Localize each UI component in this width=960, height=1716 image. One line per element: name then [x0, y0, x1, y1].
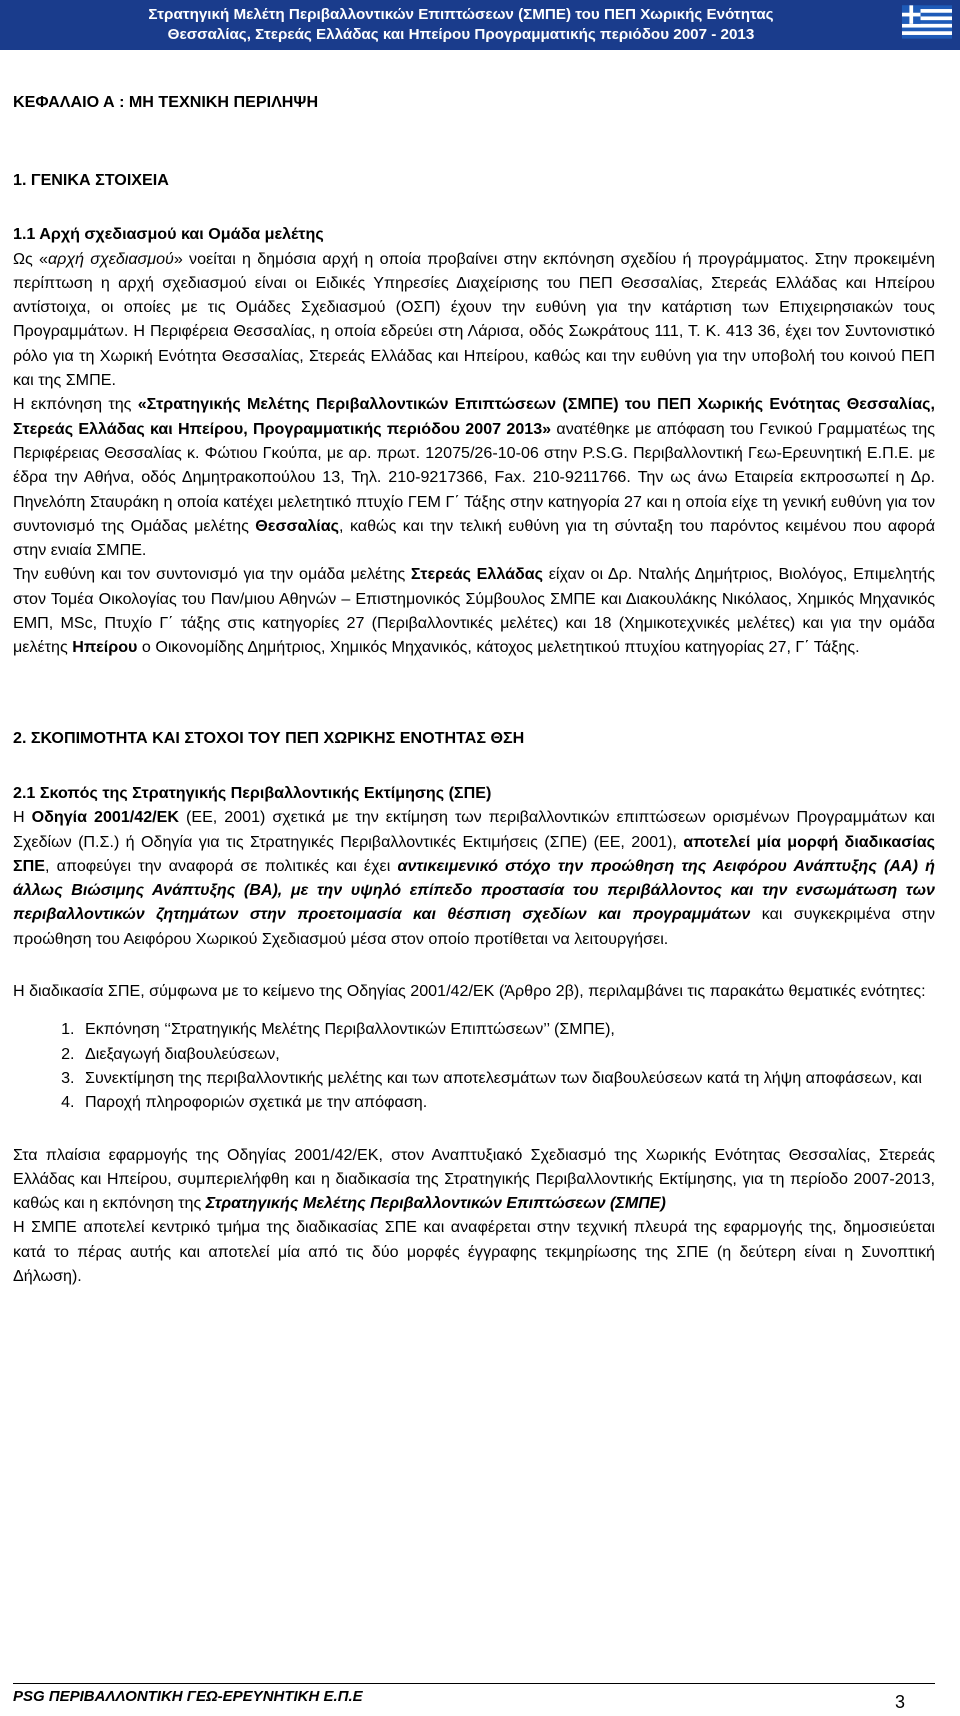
bold-text: Στερεάς Ελλάδας: [410, 565, 544, 584]
paragraph: [13, 562, 935, 659]
text-run: Ως «: [13, 249, 48, 268]
footer-divider: [13, 1683, 935, 1684]
text-run: ο Οικονομίδης Δημήτριος, Χημικός Μηχανικός, κάτοχος μελετητικού πτυχίου κατηγορίας 27, Γ΄ Τάξης.: [137, 638, 860, 657]
chapter-title: ΚΕΦΑΛΑΙΟ Α : ΜΗ ΤΕΧΝΙΚΗ ΠΕΡΙΛΗΨΗ: [13, 93, 319, 111]
paragraph: Η ΣΜΠΕ αποτελεί κεντρικό τμήμα της διαδικασίας ΣΠΕ και αναφέρεται στην τεχνική πλευρά της εφαρμογής της, δημοσιεύεται κατά το πέρας αυτής και αποτελεί μία από τις δύο μορφές έγγραφης τεκμηρίωσης της ΣΠΕ (η δεύτερη είναι η Συνοπτική Δήλωση).: [13, 1218, 935, 1285]
page-body: [13, 90, 935, 1288]
footer-company: PSG ΠΕΡΙΒΑΛΛΟΝΤΙΚΗ ΓΕΩ-ΕΡΕΥΝΗΤΙΚΗ Ε.Π.Ε: [13, 1688, 363, 1705]
text-run: , αποφεύγει την αναφορά σε πολιτικές και έχει: [45, 856, 398, 875]
text-run: Την ευθύνη και τον συντονισμό για την ομάδα μελέτης: [13, 565, 411, 584]
section-2-title: 2. ΣΚΟΠΙΜΟΤΗΤΑ ΚΑΙ ΣΤΟΧΟΙ ΤΟΥ ΠΕΠ ΧΩΡΙΚΗΣ ΕΝΟΤΗΤΑΣ ΘΣΗ: [13, 728, 525, 747]
emphasis-text: αρχή σχεδιασμού: [47, 249, 174, 268]
paragraph: Η διαδικασία ΣΠΕ, σύμφωνα με το κείμενο της Οδηγίας 2001/42/ΕΚ (Άρθρο 2β), περιλαμβάνει τις παρακάτω θεματικές ενότητες:: [13, 982, 926, 1001]
process-steps-list: [13, 1017, 935, 1114]
text-run: Η: [13, 808, 32, 827]
page-number: 3: [895, 1692, 906, 1712]
list-item: 1. Εκπόνηση ‘‘Στρατηγικής Μελέτης Περιβαλλοντικών Επιπτώσεων’’ (ΣΜΠΕ),: [79, 1017, 935, 1041]
text-run: είχαν οι Δρ. Νταλής Δημήτριος, Βιολόγος, Επιμελητής στον Τομέα Οικολογίας του Παν/μιου Αθηνών – Επιστημονικός Σύμβουλος ΣΜΠΕ και Διακουλάκης Νικόλαος, Χημικός Μηχανικός ΕΜΠ, MSc, Πτυχίο Γ΄ τάξης στις κατηγορίες 27 (Περιβαλλοντικές μελέτες) και 18 (Χημικοτεχνικές μελέτες) και για την ομάδα μελέτης: [13, 565, 936, 657]
text-run: (ΕΕ, 2001) σχετικά με την εκτίμηση των περιβαλλοντικών επιπτώσεων ορισμένων Προγραμμάτων και Σχεδίων (Π.Σ.) ή Οδηγία για τις Στρατηγικές Περιβαλλοντικές Εκτιμήσεις (ΣΠΕ) (ΕΕ, 2001),: [13, 808, 935, 851]
list-item: 2. Διεξαγωγή διαβουλεύσεων,: [79, 1042, 935, 1066]
section-1-title: 1. ΓΕΝΙΚΑ ΣΤΟΙΧΕΙΑ: [13, 171, 169, 189]
bold-italic-text: Στρατηγικής Μελέτης Περιβαλλοντικών Επιπτώσεων (ΣΜΠΕ): [205, 1194, 666, 1213]
text-run: Στα πλαίσια εφαρμογής της Οδηγίας 2001/42/ΕΚ, στον Αναπτυξιακό Σχεδιασμό της Χωρικής Ενότητας Θεσσαλίας, Στερεάς Ελλάδας και Ηπείρου, συμπεριελήφθη και η διαδικασία της Στρατηγικής Περιβαλλοντικής Εκτίμησης, για τη περίοδο 2007-2013, καθώς και η εκπόνηση της: [13, 1145, 935, 1213]
paragraph: [13, 392, 935, 562]
text-run: Η εκπόνηση της: [13, 395, 138, 414]
document-header: [86, 5, 836, 44]
bold-text: Οδηγία 2001/42/ΕΚ: [31, 808, 179, 827]
bold-text: Θεσσαλίας: [255, 516, 340, 535]
text-run: , καθώς και την τελική ευθύνη για τη σύνταξη του παρόντος κειμένου που αφορά στην ενιαία ΣΜΠΕ.: [13, 516, 935, 560]
bold-text: αποτελεί μία μορφή διαδικασίας ΣΠΕ: [13, 832, 935, 875]
subsection-2-1-title: 2.1 Σκοπός της Στρατηγικής Περιβαλλοντικής Εκτίμησης (ΣΠΕ): [13, 783, 492, 802]
subsection-1-1-title: 1.1 Αρχή σχεδιασμού και Ομάδα μελέτης: [13, 225, 324, 244]
header-line-2: Θεσσαλίας, Στερεάς Ελλάδας και Ηπείρου Προγραμματικής περιόδου 2007 - 2013: [167, 25, 755, 43]
greek-flag-icon: [902, 4, 952, 40]
study-title: «Στρατηγικής Μελέτης Περιβαλλοντικών Επιπτώσεων (ΣΜΠΕ) του ΠΕΠ Χωρικής Ενότητας Θεσσαλίας, Στερεάς Ελλάδας και Ηπείρου, Προγραμματικής περιόδου 2007 2013»: [13, 395, 935, 438]
text-run: » νοείται η δημόσια αρχή η οποία προβαίνει στην εκπόνηση σχεδίου ή προγράμματος. Στην προκειμένη περίπτωση η αρχή σχεδιασμού είναι οι Ειδικές Υπηρεσίες Διαχείρισης του ΠΕΠ Θεσσαλίας, Στερεάς Ελλάδας και Ηπείρου αντίστοιχα, οι οποίες με τις Ομάδες Σχεδιασμού (ΟΣΠ) έχουν την ευθύνη για την κατάρτιση των Επιχειρησιακών τους Προγραμμάτων. Η Περιφέρεια Θεσσαλίας, η οποία εδρεύει στη Λάρισα, οδός Σωκράτους 111, Τ. Κ. 413 36, έχει τον Συντονιστικό ρόλο για τη Χωρική Ενότητα Θεσσαλίας, Στερεάς Ελλάδας και Ηπείρου, καθώς και την ευθύνη για την υποβολή του κοινού ΠΕΠ και της ΣΜΠΕ.: [13, 249, 935, 390]
paragraph: [13, 247, 935, 393]
list-item: 4. Παροχή πληροφοριών σχετικά με την απόφαση.: [79, 1090, 935, 1114]
header-line-1: Στρατηγική Μελέτη Περιβαλλοντικών Επιπτώσεων (ΣΜΠΕ) του ΠΕΠ Χωρικής Ενότητας: [148, 6, 774, 23]
bold-italic-text: αντικειμενικό στόχο την προώθηση της Αειφόρου Ανάπτυξης (ΑΑ) ή άλλως Βιώσιμης Ανάπτυξης (ΒΑ), με την υψηλό επίπεδο προστασία του περιβάλλοντος και την ενσωμάτωση των περιβαλλοντικών ζητημάτων στην προετοιμασία και θέσπιση σχεδίων και προγραμμάτων: [13, 856, 935, 924]
paragraph: [13, 805, 935, 951]
paragraph: [13, 1143, 935, 1216]
text-run: και συγκεκριμένα στην προώθηση του Αειφόρου Χωρικού Σχεδιασμού μέσα στον οποίο προτίθεται να λειτουργήσει.: [13, 905, 935, 948]
bold-text: Ηπείρου: [72, 638, 138, 657]
text-run: ανατέθηκε με απόφαση του Γενικού Γραμματέως της Περιφέρειας Θεσσαλίας κ. Φώτιου Γκούπα, με αρ. πρωτ. 12075/26-10-06 στην P.S.G. Περιβαλλοντική Γεω-Ερευνητική Ε.Π.Ε. με έδρα την Αθήνα, οδός Δημητρακοπούλου 13, Τηλ. 210-9217366, Fax. 210-9211766. Την ως άνω Εταιρεία εκπροσωπεί η Δρ. Πηνελόπη Σταυράκη η οποία κατέχει μελετητικό πτυχίο ΓΕΜ Γ΄ Τάξης στην κατηγορία 27 και η οποία είχε τη γενική ευθύνη για τον συντονισμό της Ομάδας μελέτης: [13, 419, 935, 535]
list-item: 3. Συνεκτίμηση της περιβαλλοντικής μελέτης και των αποτελεσμάτων των διαβουλεύσεων κατά τη λήψη αποφάσεων, και: [79, 1066, 935, 1090]
